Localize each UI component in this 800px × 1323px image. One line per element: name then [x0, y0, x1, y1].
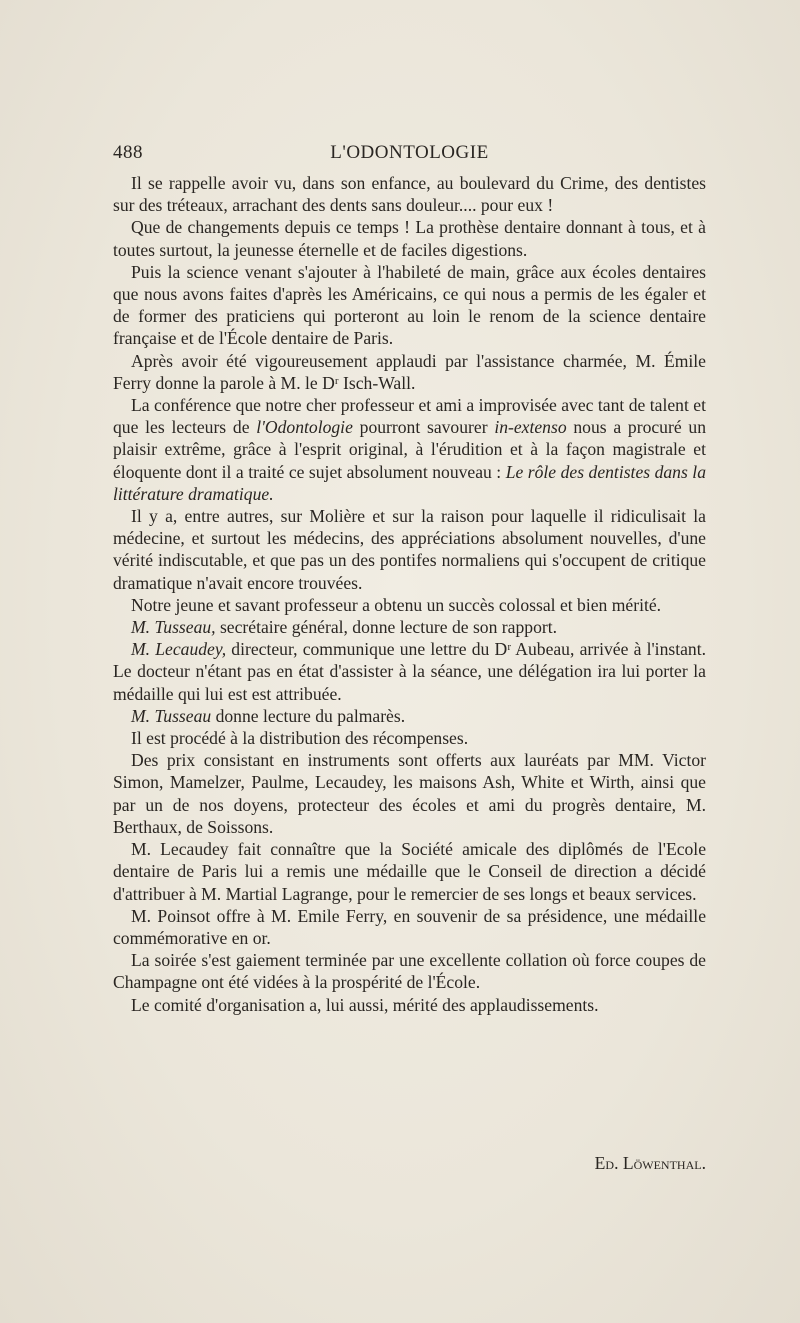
body-text	[113, 172, 706, 1016]
page-number: 488	[113, 142, 143, 163]
signature	[113, 1153, 706, 1174]
paragraph: Il se rappelle avoir vu, dans son enfance, au boulevard du Crime, des dentistes sur des tréteaux, arrachant des dents sans douleur.... pour eux !	[113, 173, 706, 216]
text-segment: directeur, communique une lettre du Dʳ Aubeau, arrivée à l'instant. Le docteur n'étant pas en état d'assister à la séance, une délégation ira lui porter la médaille qui lui est est attribuée.	[113, 639, 706, 704]
paragraph: Après avoir été vigoureusement applaudi par l'assistance charmée, M. Émile Ferry donne la parole à M. le Dʳ Isch-Wall.	[113, 350, 706, 393]
paragraph: Notre jeune et savant professeur a obtenu un succès colossal et bien mérité.	[131, 594, 662, 615]
italic-text: M. Tusseau,	[131, 617, 216, 638]
paragraph: Des prix consistant en instruments sont offerts aux lauréats par MM. Victor Simon, Mamelzer, Paulme, Lecaudey, les maisons Ash, White et Wirth, ainsi que par un de nos doyens, protecteur des écoles et ami du progrès dentaire, M. Berthaux, de Soissons.	[113, 750, 706, 837]
signature-text: Ed. Löwenthal.	[594, 1153, 706, 1173]
paragraph: M. Lecaudey fait connaître que la Société amicale des diplômés de l'Ecole dentaire de Paris lui a remis une médaille que le Conseil de direction a décidé d'attribuer à M. Martial Lagrange, pour le remercier de ses longs et beaux services.	[113, 839, 706, 904]
paragraph: Il y a, entre autres, sur Molière et sur la raison pour laquelle il ridiculisait la médecine, et surtout les médecins, des appréciations absolument nouvelles, d'une vérité indiscutable, et que pas un des pontifes normaliens qui s'occupent de critique dramatique n'avait encore trouvées.	[113, 506, 706, 593]
text-segment: pourront savourer	[352, 417, 495, 438]
paragraph	[113, 616, 706, 638]
text-segment: donne lecture du palmarès.	[211, 705, 406, 726]
italic-text: M. Lecaudey,	[131, 639, 227, 660]
italic-text: M. Tusseau	[131, 705, 212, 726]
italic-text: l'Odontologie	[256, 417, 353, 438]
paragraph: M. Poinsot offre à M. Emile Ferry, en souvenir de sa présidence, une médaille commémorative en or.	[113, 905, 706, 948]
paragraph: Il est procédé à la distribution des récompenses.	[131, 728, 469, 749]
paragraph: Le comité d'organisation a, lui aussi, mérité des applaudissements.	[131, 994, 599, 1015]
page-header	[113, 142, 706, 166]
text-segment: secrétaire général, donne lecture de son rapport.	[215, 617, 558, 638]
text-segment: La conférence que notre cher professeur et ami a improvisée avec tant de talent et que les lecteurs de	[113, 395, 706, 438]
running-title: L'ODONTOLOGIE	[330, 142, 489, 163]
paragraph	[113, 638, 706, 705]
paragraph	[113, 705, 706, 727]
paragraph	[113, 394, 706, 505]
paragraph: Puis la science venant s'ajouter à l'habileté de main, grâce aux écoles dentaires que nous avons faites d'après les Américains, ce qui nous a permis de les égaler et de former des praticiens qui porteront au loin le renom de la science dentaire française et de l'École dentaire de Paris.	[113, 261, 706, 349]
italic-text: Le rôle des dentistes dans la littérature dramatique.	[113, 461, 706, 504]
text-segment: nous a procuré un plaisir extrême, grâce à l'esprit original, à l'érudition et à la façon magistrale et éloquente dont il a traité ce sujet absolument nouveau :	[113, 417, 706, 482]
paragraph: Que de changements depuis ce temps ! La prothèse dentaire donnant à tous, et à toutes surtout, la jeunesse éternelle et de faciles digestions.	[113, 217, 706, 260]
paragraph: La soirée s'est gaiement terminée par une excellente collation où force coupes de Champagne ont été vidées à la prospérité de l'École.	[113, 950, 706, 993]
italic-text: in-extenso	[494, 417, 567, 438]
